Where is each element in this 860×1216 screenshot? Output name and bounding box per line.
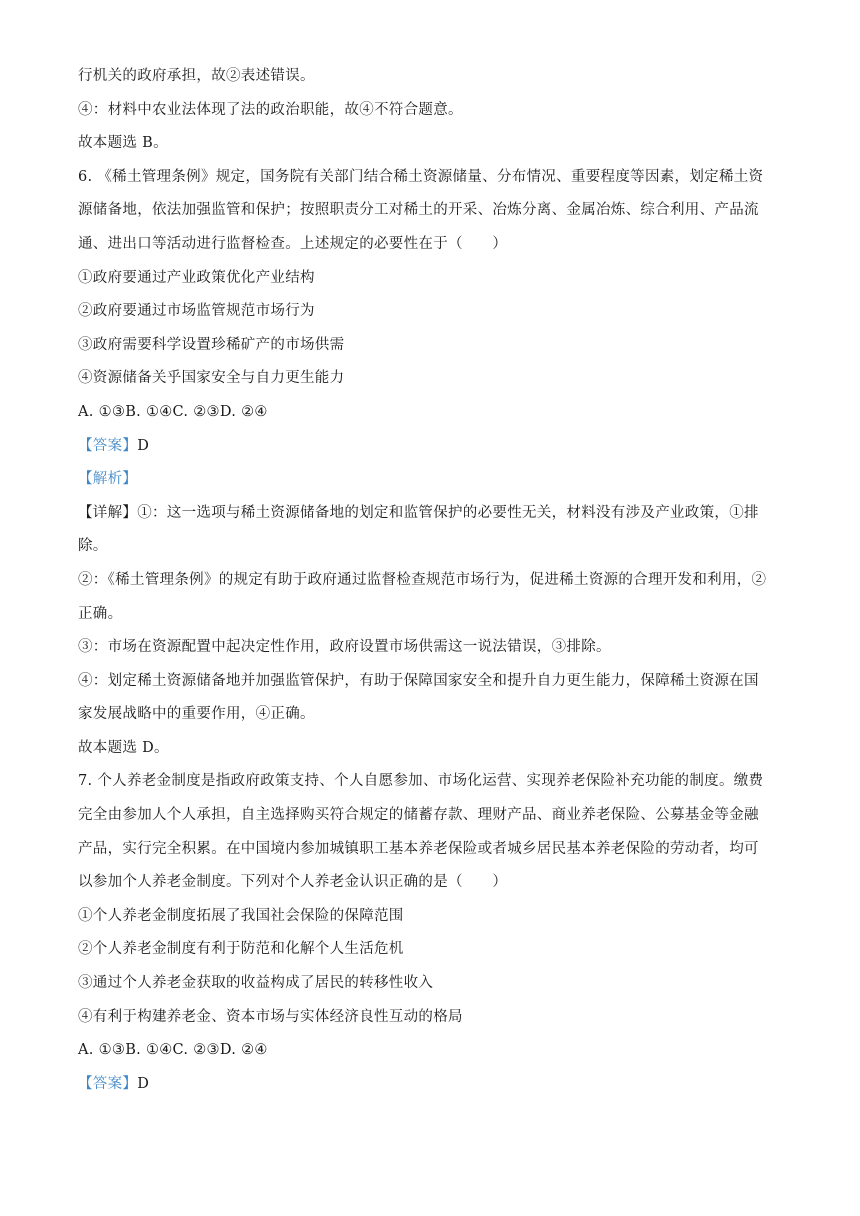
- text-line: ④：划定稀土资源储备地并加强监管保护，有助于保障国家安全和提升自力更生能力，保障稀土资源在国: [78, 672, 759, 689]
- question-7-stem: 以参加个人养老金制度。下列对个人养老金认识正确的是（ ）: [78, 874, 508, 891]
- question-6-analysis: [78, 469, 788, 489]
- question-7-option: ①个人养老金制度拓展了我国社会保险的保障范围: [78, 907, 404, 924]
- detail-text: ①：这一选项与稀土资源储备地的划定和监管保护的必要性无关，材料没有涉及产业政策，①排: [137, 504, 759, 521]
- analysis-tag: 【解析】: [78, 471, 138, 488]
- question-7-option: ④有利于构建养老金、资本市场与实体经济良性互动的格局: [78, 1008, 463, 1025]
- text-line: ②：《稀土管理条例》的规定有助于政府通过监督检查规范市场行为，促进稀土资源的合理开发和利用，②: [78, 571, 767, 588]
- question-6-answer: [78, 436, 788, 456]
- question-7-choices: A. ①③B. ①④C. ②③D. ②④: [78, 1042, 268, 1059]
- text-line: 正确。: [78, 605, 123, 622]
- question-7-stem: 完全由参加人个人承担，自主选择购买符合规定的储蓄存款、理财产品、商业养老保险、公募基金等金融: [78, 807, 759, 824]
- question-7-answer: [78, 1074, 788, 1094]
- question-6-option: ①政府要通过产业政策优化产业结构: [78, 269, 315, 286]
- question-6-option: ③政府需要科学设置珍稀矿产的市场供需: [78, 336, 345, 353]
- text-line: 故本题选 D。: [78, 739, 169, 756]
- detail-tag: 【详解】: [78, 504, 138, 521]
- question-6-option: ④资源储备关乎国家安全与自力更生能力: [78, 370, 345, 387]
- question-7-stem: 产品，实行完全积累。在中国境内参加城镇职工基本养老保险或者城乡居民基本养老保险的劳动者，均可: [78, 840, 759, 857]
- document-page: [78, 66, 788, 1094]
- question-6-option: ②政府要通过市场监管规范市场行为: [78, 303, 315, 320]
- text-line: ④：材料中农业法体现了法的政治职能，故④不符合题意。: [78, 101, 463, 118]
- text-line: 故本题选 B。: [78, 135, 168, 152]
- question-7-option: ③通过个人养老金获取的收益构成了居民的转移性收入: [78, 975, 434, 992]
- answer-value: D: [137, 437, 150, 454]
- answer-value: D: [137, 1075, 150, 1092]
- text-line: 家发展战略中的重要作用，④正确。: [78, 706, 315, 723]
- answer-tag: 【答案】: [78, 437, 138, 454]
- question-7-option: ②个人养老金制度有利于防范和化解个人生活危机: [78, 941, 404, 958]
- question-7-stem: 7. 个人养老金制度是指政府政策支持、个人自愿参加、市场化运营、实现养老保险补充功能的制度。缴费: [78, 773, 764, 790]
- question-6-stem: 6. 《稀土管理条例》规定，国务院有关部门结合稀土资源储量、分布情况、重要程度等因素，划定稀土资: [78, 168, 764, 185]
- text-line: 除。: [78, 538, 108, 555]
- question-6-detail: [78, 503, 788, 523]
- answer-tag: 【答案】: [78, 1075, 138, 1092]
- text-line: ③：市场在资源配置中起决定性作用，政府设置市场供需这一说法错误，③排除。: [78, 639, 611, 656]
- text-line: 行机关的政府承担，故②表述错误。: [78, 68, 315, 84]
- question-6-stem: 源储备地，依法加强监管和保护；按照职责分工对稀土的开采、冶炼分离、金属冶炼、综合利用、产品流: [78, 202, 759, 219]
- question-6-stem: 通、进出口等活动进行监督检查。上述规定的必要性在于（ ）: [78, 235, 508, 252]
- question-6-choices: A. ①③B. ①④C. ②③D. ②④: [78, 403, 268, 420]
